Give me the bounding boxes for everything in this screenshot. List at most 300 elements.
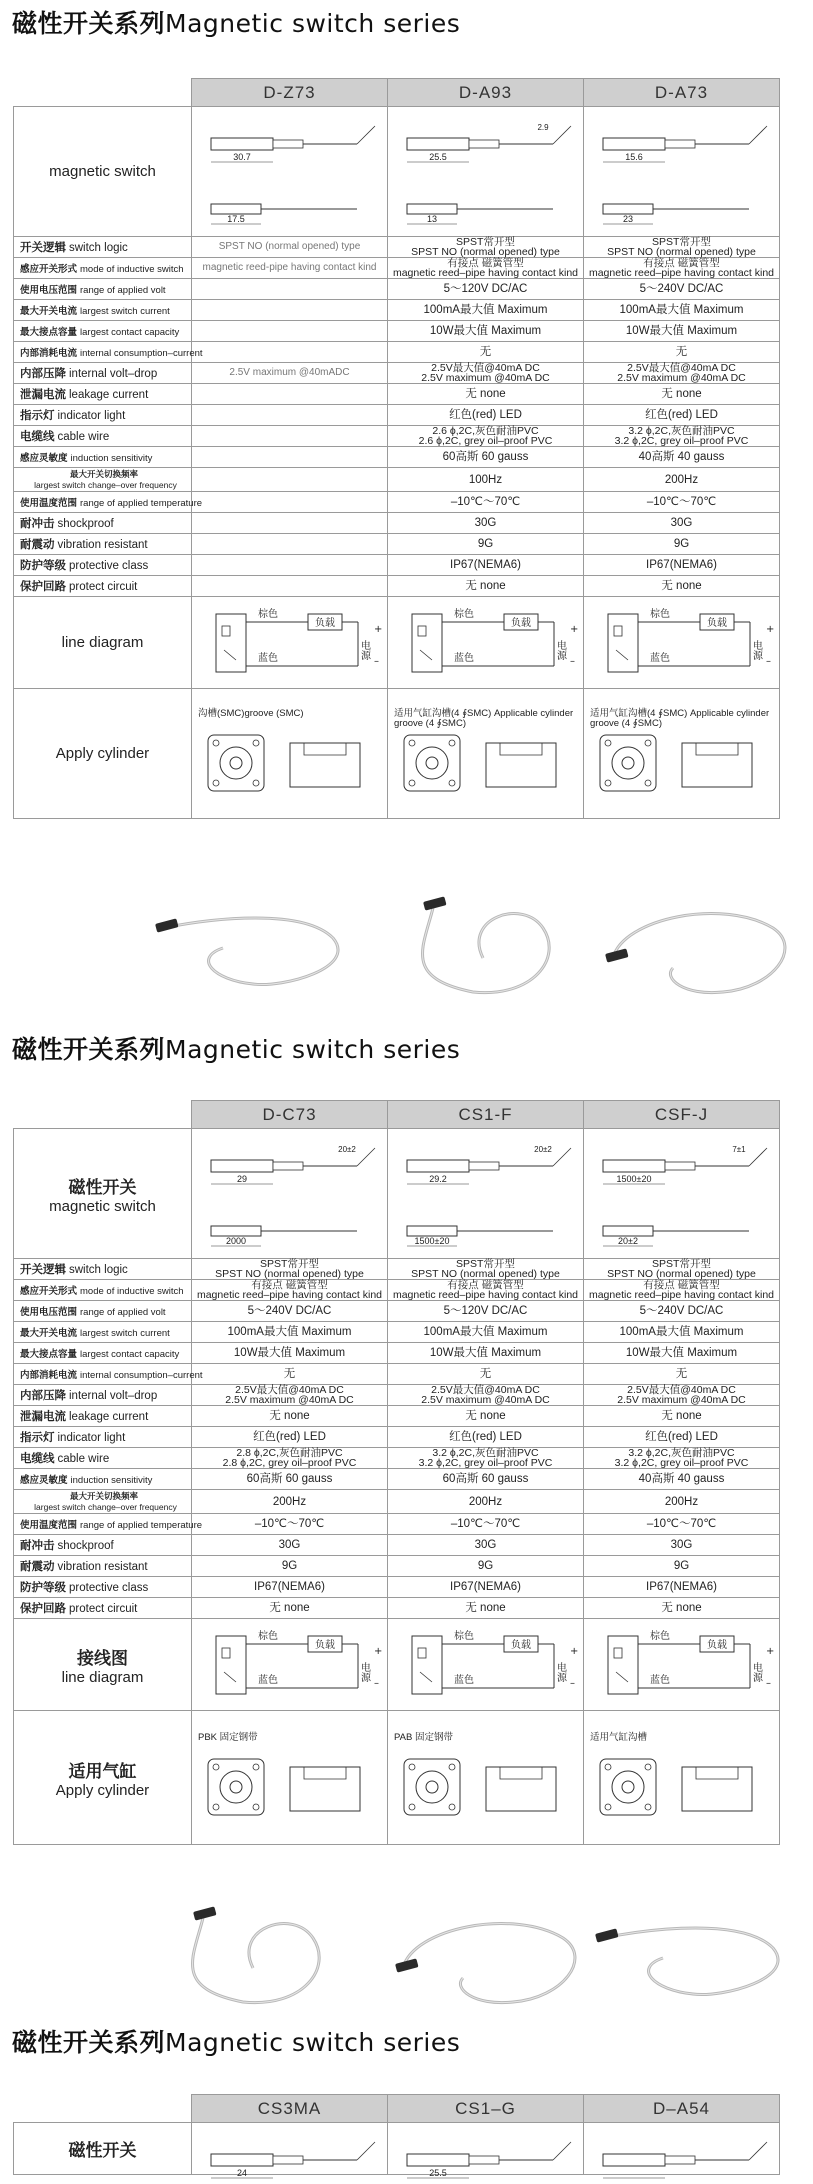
spec-row [14,534,780,555]
spec-value [584,1427,780,1448]
spec-value-line: 2.5V最大值@40mA DC [627,362,736,374]
section-title-zh: 磁性开关系列 [12,2028,166,2057]
spec-label-en: internal volt–drop [69,1390,158,1402]
spec-value-line: 2.5V maximum @40mA DC [421,1394,550,1406]
led-symbol [222,1648,230,1658]
model-header-row [14,2095,780,2123]
section-title-en: Magnetic switch series [165,1035,461,1064]
spec-label-zh: 感应灵敏度 [20,453,68,464]
spec-label-zh: 使用电压范围 [20,285,78,296]
spec-label-en: largest contact capacity [80,1349,180,1360]
spec-value [388,492,584,513]
spec-value [584,1448,780,1469]
cylinder-drawing [194,707,386,801]
spec-value-line: 5～120V DC/AC [443,283,528,295]
spec-value-line: 红色(red) LED [645,409,718,421]
spec-value [192,1280,388,1301]
spec-value-line: 无 [283,1368,296,1380]
spec-value [192,1427,388,1448]
spec-label [14,1427,192,1448]
wiring-diagram [198,600,382,686]
spec-value [584,534,780,555]
lead-line [357,126,375,144]
dimension-text: 29.2 [428,1173,447,1184]
section-title-zh: 磁性开关系列 [12,9,166,38]
spec-value-line: 10W最大值 Maximum [233,1347,346,1359]
dimension-text: 20±2 [617,1235,638,1246]
spec-label [14,492,203,513]
model-header: CS1-F [388,1101,584,1129]
dimension-text: 23 [622,213,633,224]
switch-body-outline [407,1160,469,1172]
spec-label-zh: 耐冲击 [20,516,55,530]
spec-row [14,1427,780,1448]
spec-value-line: SPST NO (normal opened) type [607,246,756,258]
spec-value [584,1343,780,1364]
row-label [14,1619,192,1711]
spec-value [192,1385,388,1406]
dimension-text: 17.5 [226,213,245,224]
spec-value-line: 2.5V最大值@40mA DC [235,1384,344,1396]
spec-row [14,468,780,492]
spec-label-en: cable wire [57,431,110,443]
spec-value [388,1535,584,1556]
switch-box [608,1636,638,1694]
switch-side-outline [407,204,457,214]
switch-body-outline [211,138,273,150]
spec-value-line: SPST常开型 [652,1258,711,1270]
switch-body [155,918,179,932]
load-label: 负载 [510,617,531,629]
spec-label-zh: 内部消耗电流 [20,1370,78,1381]
spec-label-zh: 泄漏电流 [20,387,66,401]
spec-row [14,426,780,447]
spec-label-en: shockproof [57,518,114,530]
spec-row [14,555,780,576]
spec-value-line: 无 none [269,1602,310,1614]
spec-value-line: SPST NO (normal opened) type [411,1268,560,1280]
cylinder-face [404,735,460,791]
spec-value-line: 100mA最大值 Maximum [423,1326,548,1338]
spec-value-line: 10W最大值 Maximum [429,1347,542,1359]
section-title-en: Magnetic switch series [165,9,461,38]
spec-value-line: 200Hz [468,1495,503,1508]
spec-row [14,1535,780,1556]
spec-label [14,1514,203,1535]
dimension-row [14,2123,780,2175]
spec-value-line: 30G [474,517,497,529]
spec-label [14,468,192,492]
apply-cylinder-row [14,689,780,819]
dimension-row [14,1129,780,1259]
spec-row [14,237,780,258]
cylinder-figure [194,1731,386,1825]
cable-outline [469,2156,499,2164]
dimension-drawing [589,110,775,234]
spec-value-line: SPST NO (normal opened) type [607,1268,756,1280]
dimension-text: 1500±20 [414,1235,449,1246]
spec-value-line: SPST常开型 [456,1258,515,1270]
spec-label [14,1280,192,1301]
groove-profile [290,1767,360,1811]
spec-value-line: 30G [278,1539,301,1551]
lead-line [553,126,571,144]
spec-label-en: induction sensitivity [70,1475,153,1486]
cylinder-note: 适用气缸沟槽(4 ∮SMC) Applicable cylinder groove (4 ∮SMC) [590,707,770,729]
spec-label-en: mode of inductive switch [80,264,184,275]
cylinder-cell [584,689,780,819]
spec-value-line: 30G [474,1539,497,1551]
minus-label: – [569,655,575,667]
spec-value-line: SPST常开型 [456,236,515,248]
spec-value-line: 5～240V DC/AC [639,283,724,295]
spec-label [14,1556,192,1577]
dimension-text: 20±2 [533,1144,552,1154]
spec-value [388,1280,584,1301]
spec-value [192,384,388,405]
row-label-en: Apply cylinder [55,745,150,762]
spec-value-line: 无 none [661,388,702,400]
spec-value-line: –10℃～70℃ [254,1518,325,1530]
spec-value [584,468,780,492]
spec-value [192,1406,388,1427]
minus-label: – [765,1677,771,1689]
spec-value [388,576,584,597]
model-header: D-A73 [584,79,780,107]
spec-label-en: largest switch change–over frequency [34,1501,177,1512]
dimension-text: 2000 [225,1235,246,1246]
spec-value [388,1364,584,1385]
dimension-cell [388,2123,584,2178]
dimension-drawing [393,1132,579,1256]
spec-value-line: 2.5V最大值@40mA DC [431,362,540,374]
spec-label [14,1364,203,1385]
model-header: D-Z73 [192,79,388,107]
spec-value-line: IP67(NEMA6) [646,559,717,571]
wiring-diagram [590,1622,774,1708]
spec-value [584,1535,780,1556]
spec-value-line: 9G [477,1560,494,1572]
blue-wire-label: 蓝色 [257,1674,278,1686]
spec-label-en: mode of inductive switch [80,1286,184,1297]
blue-wire-label: 蓝色 [257,652,278,664]
spec-value [388,1259,584,1280]
spec-label [14,1577,192,1598]
spec-value [388,342,584,363]
spec-value-line: 2.5V最大值@40mA DC [627,1384,736,1396]
plus-label: + [569,1645,578,1657]
spec-value-line: 有接点 磁簧管型 [251,1279,328,1291]
spec-row [14,1364,780,1385]
spec-label-zh: 最大开关切换频率 [69,1491,138,1502]
lead-line [553,1148,571,1166]
spec-label [14,1343,192,1364]
dimension-drawing [393,2126,579,2178]
spec-label-zh: 指示灯 [20,1430,55,1444]
spec-value [584,1385,780,1406]
spec-row [14,1448,780,1469]
load-label: 负载 [314,617,335,629]
spec-row [14,1577,780,1598]
spec-value-line: 10W最大值 Maximum [625,1347,738,1359]
spec-value-line: 100mA最大值 Maximum [619,1326,744,1338]
cylinder-figure [390,1731,582,1825]
spec-value [584,1259,780,1280]
dimension-text: 25.5 [428,2167,447,2178]
spec-value-line: 10W最大值 Maximum [625,325,738,337]
spec-row [14,384,780,405]
spec-row [14,576,780,597]
spec-label-zh: 感应开关形式 [20,1286,78,1297]
spec-label-zh: 保护回路 [20,1601,66,1615]
lead-line [749,1148,767,1166]
spec-value-line: SPST常开型 [260,1258,319,1270]
wiring-diagram [590,600,774,686]
dimension-text: 13 [426,213,437,224]
dimension-text: 1500±20 [616,1173,651,1184]
spec-value-line: 3.2 ϕ,2C, grey oil–proof PVC [614,435,749,447]
brown-wire-label: 棕色 [649,1630,670,1642]
minus-label: – [373,1677,379,1689]
cylinder-face [600,1759,656,1815]
spec-value [192,1364,388,1385]
spec-value [192,300,388,321]
model-header-row [14,1101,780,1129]
switch-box [216,614,246,672]
spec-value-line: 3.2 ϕ,2C, grey oil–proof PVC [418,1457,553,1469]
spec-label [14,342,203,363]
spec-value [388,513,584,534]
spec-label-en: range of applied volt [80,1307,166,1318]
spec-label [14,1301,192,1322]
model-header: D-A93 [388,79,584,107]
spec-value [584,1490,780,1514]
spec-value [584,342,780,363]
line-diagram-row [14,597,780,689]
spec-value [584,1598,780,1619]
cylinder-cell [388,1711,584,1845]
spec-label [14,1490,192,1514]
dimension-text: 24 [236,2167,247,2178]
spec-value [584,513,780,534]
spec-label [14,237,192,258]
row-label-zh: 磁性开关 [68,1177,137,1198]
spec-row [14,1322,780,1343]
spec-value-line: magnetic reed–pipe having contact kind [588,1289,775,1301]
load-label: 负载 [510,1639,531,1651]
line-diagram-row [14,1619,780,1711]
lead-line [357,1148,375,1166]
spec-value-line: 无 [479,346,492,358]
spec-label-en: leakage current [69,389,149,401]
spec-value [584,1514,780,1535]
spec-value [192,1535,388,1556]
switch-body-outline [407,138,469,150]
model-header: D–A54 [584,2095,780,2123]
spec-value [388,1448,584,1469]
wiring-diagram [394,600,578,686]
spec-label [14,534,192,555]
spec-label-en: indicator light [57,410,126,422]
spec-row [14,513,780,534]
product-photo [573,888,813,1006]
spec-label-zh: 泄漏电流 [20,1409,66,1423]
spec-label-en: range of applied temperature [80,1520,203,1531]
groove-profile [682,1767,752,1811]
spec-value-line: magnetic reed–pipe having contact kind [392,1289,579,1301]
spec-value [584,237,780,258]
led-symbol [222,626,230,636]
cylinder-face [208,735,264,791]
dimension-text: 15.6 [624,151,643,162]
cable-outline [273,2156,303,2164]
wiring-cell [388,1619,584,1711]
spec-label [14,258,192,279]
cylinder-figure [390,707,582,801]
spec-label-zh: 内部压降 [20,366,66,380]
spec-row [14,1385,780,1406]
wiring-cell [388,597,584,689]
spec-value-line: 100mA最大值 Maximum [227,1326,352,1338]
spec-label [14,426,192,447]
spec-value [388,1427,584,1448]
cylinder-note: 沟槽(SMC)groove (SMC) [198,707,304,719]
load-label: 负载 [706,1639,727,1651]
spec-row [14,1556,780,1577]
spec-label-en: largest switch current [80,306,170,317]
switch-box [412,1636,442,1694]
spec-label [14,555,192,576]
spec-value [192,237,388,258]
cable-outline [665,2156,695,2164]
cable-outline [469,1162,499,1170]
spec-row [14,300,780,321]
spec-value-line: 200Hz [272,1495,307,1508]
spec-value [192,1469,388,1490]
spec-value-line: 无 none [465,580,506,592]
spec-label [14,1322,192,1343]
spec-value [388,1490,584,1514]
groove-profile [682,743,752,787]
spec-label-zh: 开关逻辑 [20,1262,66,1276]
dimension-text: 30.7 [232,151,251,162]
spec-value [192,1556,388,1577]
header-corner [14,79,192,107]
spec-value-line: 红色(red) LED [645,1431,718,1443]
dimension-drawing [393,110,579,234]
spec-value-line: 无 none [661,580,702,592]
spec-value-line: magnetic reed–pipe having contact kind [196,1289,383,1301]
power-label: 电源 [750,639,761,660]
spec-value-line: 40高斯 40 gauss [638,1473,725,1485]
spec-value [192,1514,388,1535]
spec-row [14,1343,780,1364]
cable-outline [665,1162,695,1170]
spec-value-line: 30G [670,1539,693,1551]
switch-body-outline [211,2154,273,2166]
spec-value-line: 9G [673,1560,690,1572]
spec-value [192,513,388,534]
cylinder-cell [584,1711,780,1845]
spec-label-en: protective class [69,1582,149,1594]
spec-value-line: 30G [670,517,693,529]
header-corner [14,1101,192,1129]
model-header-row [14,79,780,107]
spec-row [14,1490,780,1514]
spec-value-line: IP67(NEMA6) [646,1581,717,1593]
spec-row [14,342,780,363]
spec-label [14,576,192,597]
dimension-text: 20±2 [337,1144,356,1154]
power-label: 电源 [358,1661,369,1682]
spec-value [388,468,584,492]
lead-line [357,2142,375,2160]
wiring-diagram [394,1622,578,1708]
spec-value-line: 9G [477,538,494,550]
spec-row [14,279,780,300]
cylinder-drawing [390,1731,582,1825]
apply-cylinder-row [14,1711,780,1845]
spec-label-en: largest switch current [80,1328,170,1339]
header-corner [14,2095,192,2123]
section-title-zh: 磁性开关系列 [12,1035,166,1064]
section-title-en: Magnetic switch series [165,2028,461,2057]
spec-value-line: 40高斯 40 gauss [638,451,725,463]
spec-label [14,1406,192,1427]
reed-contact [224,650,236,660]
spec-label-en: largest switch change–over frequency [34,479,177,490]
cylinder-drawing [390,707,582,801]
spec-label-en: switch logic [69,1264,128,1276]
brown-wire-label: 棕色 [649,608,670,620]
spec-value [192,1598,388,1619]
led-symbol [418,626,426,636]
spec-value-line: IP67(NEMA6) [254,1581,325,1593]
spec-value [388,279,584,300]
spec-value-line: 2.5V最大值@40mA DC [431,1384,540,1396]
spec-value [192,555,388,576]
spec-value-line: 无 [479,1368,492,1380]
brown-wire-label: 棕色 [453,608,474,620]
spec-value [388,1406,584,1427]
spec-value [388,426,584,447]
spec-label-zh: 内部压降 [20,1388,66,1402]
product-photo [363,1898,603,2016]
minus-label: – [373,655,379,667]
spec-value-line: 100mA最大值 Maximum [423,304,548,316]
cylinder-face [600,735,656,791]
switch-body-outline [603,1160,665,1172]
spec-label [14,300,192,321]
spec-value [584,1577,780,1598]
spec-value-line: 200Hz [664,1495,699,1508]
spec-value-line: 2.5V maximum @40mA DC [617,1394,746,1406]
spec-value [388,1469,584,1490]
power-label: 电源 [554,639,565,660]
spec-label-zh: 使用温度范围 [20,1520,78,1531]
spec-value-line: 3.2 ϕ,2C,灰色耐油PVC [628,1447,735,1459]
spec-value-line: magnetic reed-pipe having contact kind [202,262,377,273]
dimension-text: 7±1 [731,1144,746,1154]
spec-value [388,1343,584,1364]
spec-value-line: 无 none [465,1410,506,1422]
section-title [12,4,460,40]
cable-outline [273,140,303,148]
led-symbol [418,1648,426,1658]
spec-label [14,1469,192,1490]
spec-label-en: protect circuit [69,581,138,593]
spec-value [584,576,780,597]
